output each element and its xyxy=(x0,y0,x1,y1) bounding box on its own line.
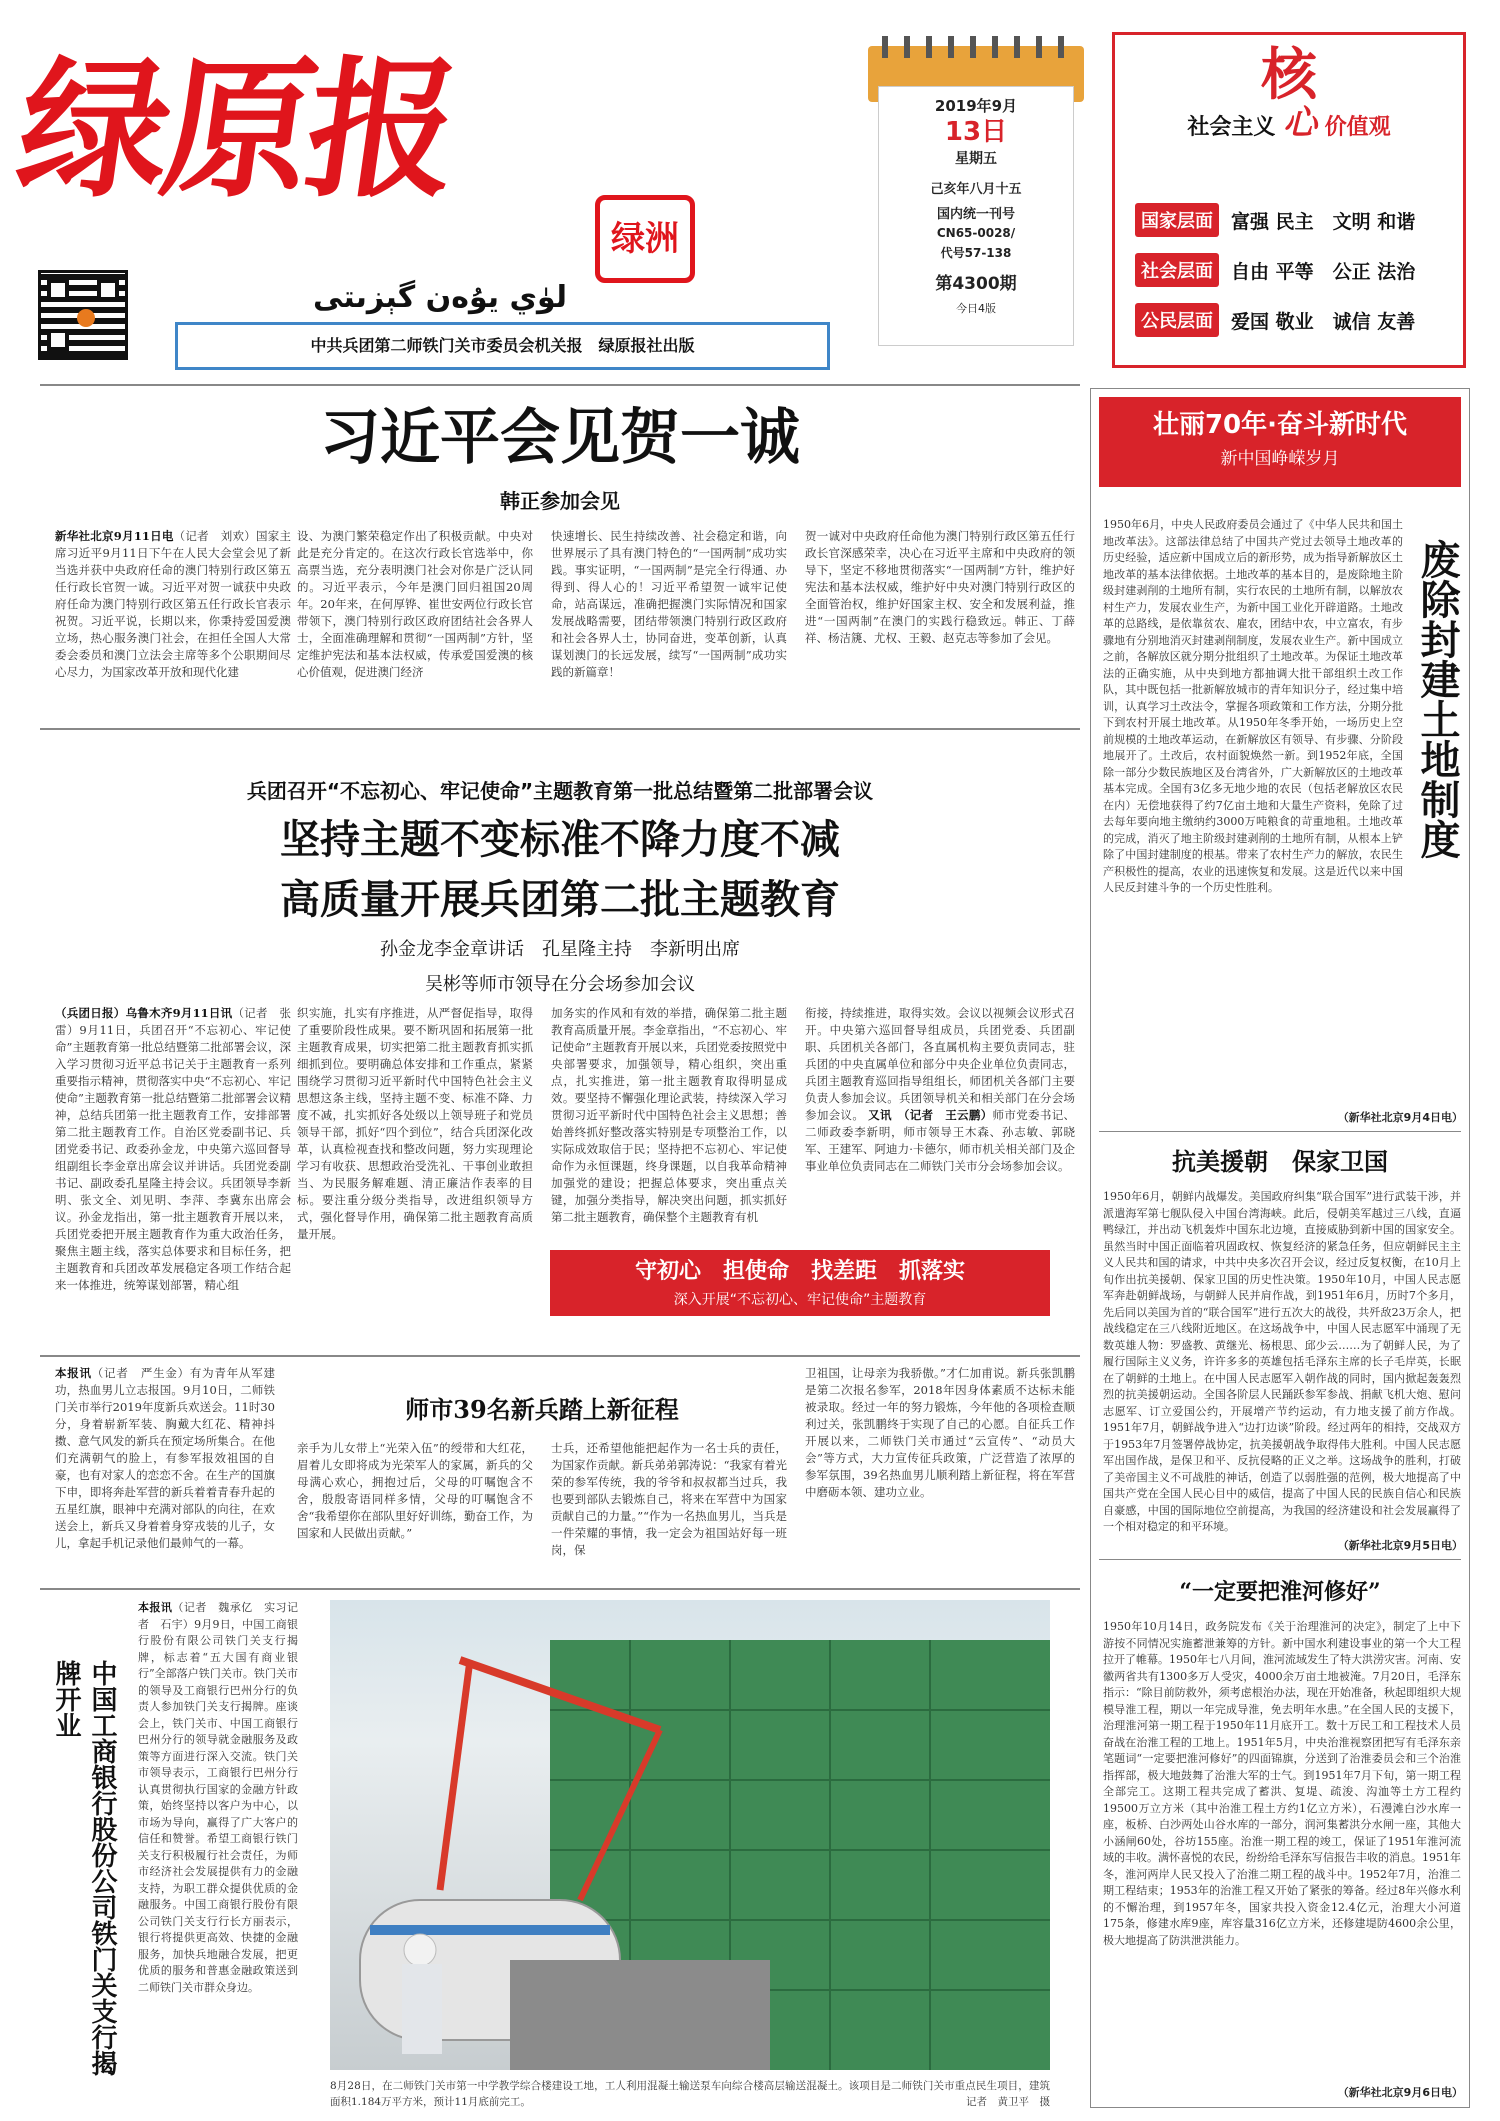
divider xyxy=(40,1588,1080,1590)
body-text: 衔接，持续推进，取得实效。会议以视频会议形式召开。中央第六巡回督导组成员，兵团党委、兵团副职、兵团机关各部门，各直属机构主要负责同志，驻兵团的中央直属单位和部分中央企业单位负责同志，兵团主题教育巡回指导组组长，师团机关各部门主要负责人参加会议。兵团领导机关和相关部门在分会场参加会议。 xyxy=(805,1006,1075,1122)
qr-code xyxy=(38,270,128,360)
issn-label: 国内统一刊号 xyxy=(936,207,1015,222)
body-text: 1950年10月14日，政务院发布《关于治理淮河的决定》，制定了上中下游按不同情况实施蓄泄兼筹的方针。新中国水利建设事业的第一个大工程拉开了帷幕。1950年七八月间，淮河流域发生了特大洪涝灾害。河南、安徽两省共有1300多万人受灾，4000余万亩土地被淹。7月20日，毛泽东指示：“除目前防救外，须考虑根治办法，现在开始准备，秋起即组织大规模导淮工程，期以一年完成导淮，免去明年水患。”在全国人民的支援下，治理淮河第一期工程于1950年11月底开工。数十万民工和工程技术人员奋战在治淮工程的工地上。1951年5月，中央治淮视察团把写有毛泽东亲笔题词“一定要把淮河修好”的四面锦旗，分送到了治淮委员会和三个治淮指挥部，极大地鼓舞了治淮大军的士气。到1951年7月下旬，第一期工程全部完工。这期工程共完成了蓄洪、复堤、疏浚、沟洫等土方工程约19500万立方米（其中治淮工程土方约1亿立方米），石漫滩白沙水库一座，板桥、白沙两处山谷水库的一部分，润河集蓄洪分水闸一座，其他大小涵闸60处，谷坊155座。治淮一期工程的竣工，保证了1951年淮河流域的丰收。满怀喜悦的农民，纷纷给毛泽东写信报告丰收的消息。1951年冬，淮河两岸人民又投入了治淮二期工程的战斗中。1952年7月，治淮二期工程结束；1953年的治淮工程又开始了紧张的筹备。经过8年兴修水利的不懈治理，到1957年冬，国家共投入资金12.4亿元，治理大小河道175条，修建水库9座，库容量316亿立方米，还修建堤防4600余公里，极大地提高了防洪泄洪能力。 xyxy=(1103,1620,1461,1947)
lead-col-1 xyxy=(55,528,291,703)
byline: （记者 刘欢） xyxy=(173,529,256,543)
article2-title-2: 高质量开展兵团第二批主题教育 xyxy=(280,876,840,923)
byline: 又讯 （记者 王云鹏） xyxy=(868,1108,993,1122)
uyghur-name: لۈي يۇەن گېزىتى xyxy=(312,280,568,315)
newspaper-logo: 绿原报 xyxy=(7,42,465,218)
divider xyxy=(1099,1131,1461,1132)
body-text: 贺一诚对中央政府任命他为澳门特别行政区第五任行政长官深感荣幸，决心在习近平主席和中央政府的领导下，坚定不移地贯彻落实“一国两制”方针，维护好宪法和基本法权威，维护好中央对澳门特别行政区的全面管治权，维护好国家主权、安全和发展利益，推进“一国两制”在澳门的实践行稳致远。韩正、丁薛祥、杨洁篪、尤权、王毅、赵克志等参加了会见。 xyxy=(805,529,1075,645)
body-text: 卫祖国，让母亲为我骄傲。”才仁加甫说。新兵张凯鹏是第二次报名参军，2018年因身体素质不达标未能被录取。经过一年的努力锻炼，今年他的各项检查顺利过关，张凯鹏终于实现了自己的心愿。自征兵工作开展以来，二师铁门关市通过“云宣传”、“动员大会”等方式，大力宣传征兵政策，广泛营造了浓厚的参军氛围，39名热血男儿顺利踏上新征程，将在军营中磨砺本领、建功立业。 xyxy=(805,1366,1075,1499)
values-rows xyxy=(1135,195,1451,345)
bank-body xyxy=(138,1600,298,2090)
core-values-heading xyxy=(1115,42,1463,165)
divider xyxy=(40,728,1080,730)
body-text: 设、为澳门繁荣稳定作出了积极贡献。中央对此是充分肯定的。在这次行政长官选举中，你高票当选，充分表明澳门社会对你是广泛认同的。习近平表示，今年是澳门回归祖国20周年。20年来，在何厚铧、崔世安两位行政长官带领下，澳门特别行政区政府团结社会各界人士，全面准确理解和贯彻“一国两制”方针，坚定维护宪法和基本法权威，传承爱国爱澳的核心价值观，促进澳门经济 xyxy=(297,529,533,679)
photo-illustration xyxy=(330,1600,1050,2070)
side-article1-title: 废除封建土地制度 xyxy=(1414,539,1461,859)
body-text: 9月9日，中国工商银行股份有限公司铁门关支行揭牌，标志着“五大国有商业银行”全部落户铁门关市。铁门关市的领导及工商银行巴州分行的负责人参加铁门关支行揭牌。座谈会上，铁门关市、中国工商银行巴州分行的领导就金融服务及政策等方面进行深入交流。铁门关市领导表示，工商银行巴州分行认真贯彻执行国家的金融方针政策，始终坚持以客户为中心，以市场为导向，赢得了广大客户的信任和赞誉。希望工商银行铁门关支行积极履行社会责任，为师市经济社会发展提供有力的金融支持，为职工群众提供优质的金融服务。中国工商银行股份有限公司铁门关支行行长方丽表示，银行将提供更高效、快捷的金融服务，加快兵地融合发展，把更优质的服务和普惠金融政策送到二师铁门关市群众身边。 xyxy=(138,1617,298,1994)
calendar-rings xyxy=(882,36,1072,58)
divider xyxy=(1099,1559,1461,1560)
article2-col-4 xyxy=(805,1005,1075,1245)
body-text: 加务实的作风和有效的举措，确保第二批主题教育高质量开展。李金章指出，“不忘初心、牢记使命”主题教育开展以来，兵团党委按照党中央部署要求，加强领导，精心组织，突出重点，扎实推进，第一批主题教育取得明显成效。要坚持不懈强化理论武装，持续深入学习贯彻习近平新时代中国特色社会主义思想；善始善终抓好整改落实特别是专项整治工作，以实际成效取信于民；坚持把不忘初心、牢记使命作为永恒课题，终身课题，以自我革命精神加强党的建设；把握总体要求，突出重点关键，加强分类指导，解决突出问题，抓实抓好第二批主题教育，确保整个主题教育有机 xyxy=(551,1006,787,1224)
lead-col-2 xyxy=(297,528,533,703)
level-badge: 社会层面 xyxy=(1135,253,1219,287)
article2-col-3 xyxy=(551,1005,787,1245)
photo-credit: 记者 黄卫平 摄 xyxy=(966,2096,1050,2108)
postal-code: 代号57-138 xyxy=(940,246,1012,260)
lead-title: 习近平会见贺一诚 xyxy=(320,403,800,473)
side-column xyxy=(1090,388,1470,2108)
values-row xyxy=(1135,195,1451,245)
side-banner xyxy=(1099,397,1461,487)
recruit-col-2 xyxy=(297,1440,533,1575)
core-values-box xyxy=(1112,32,1466,368)
article2-sub-2: 吴彬等师市领导在分会场参加会议 xyxy=(425,974,695,995)
article2-col-2 xyxy=(297,1005,533,1315)
date-calendar xyxy=(868,36,1088,346)
divider xyxy=(40,1355,1080,1357)
banner-subtitle: 新中国峥嵘岁月 xyxy=(1220,449,1340,469)
dateline: （兵团日报）乌鲁木齐9月11日讯 xyxy=(55,1006,233,1020)
recruit-col-4 xyxy=(805,1365,1075,1575)
promo-subtitle: 深入开展“不忘初心、牢记使命”主题教育 xyxy=(673,1292,927,1308)
values-row xyxy=(1135,295,1451,345)
seal-stamp xyxy=(595,195,695,283)
body-text: 师市党委书记、二师政委李新明，师市领导王木森、孙志敏、郭晓军、王建军、阿迪力·卡德尔，师市机关相关部门及企事业单位负责同志在二师铁门关市分会场参加会议。 xyxy=(805,1108,1075,1173)
body-text: 亲手为儿女带上“光荣入伍”的绶带和大红花，眉着儿女即将成为光荣军人的家属，新兵的父母满心欢心，拥抱过后，父母的叮嘱饱含不舍，殷殷寄语同样多情，父母的叮嘱饱含不舍“我希望你在部队里好好训练，勤奋工作，为国家和人民做出贡献。” xyxy=(297,1441,533,1540)
banner-title: 壮丽70年·奋斗新时代 xyxy=(1152,410,1408,440)
body-text: 1950年6月，中央人民政府委员会通过了《中华人民共和国土地改革法》。这部法律总结了中国共产党过去领导土地改革的历史经验，适应新中国成立后的新形势，成为指导新解放区土地改革的基本法律依据。土地改革的基本目的，是废除地主阶级封建剥削的土地所有制，实行农民的土地所有制，以解放农村生产力，发展农业生产，为新中国工业化开辟道路。土地改革的总路线，是依靠贫农、雇农，团结中农，中立富农，有步骤地有分别地消灭封建剥削制度，发展农业生产。新中国成立之前，各解放区就分期分批组织了土地改革。为保证土地改革法的正确实施，从中央到地方都抽调大批干部组织土改工作队，其中既包括一批新解放城市的青年知识分子，经过集中培训，认真学习土改法令，掌握各项政策和工作方法，分期分批下到农村开展土地改革。从1950年冬季开始，一场历史上空前规模的土地改革运动，在新解放区有领导、有步骤、分阶段地展开了。土改后，农村面貌焕然一新。到1952年底，全国除一部分少数民族地区及台湾省外，广大新解放区的土地改革基本完成。全国有3亿多无地少地的农民（包括老解放区农民在内）无偿地获得了约7亿亩土地和大量生产资料，免除了过去每年要向地主缴纳约3000万吨粮食的苛重地租。土地改革的完成，消灭了地主阶级封建剥削的土地所有制，从根本上铲除了中国封建制度的根基。带来了农村生产力的解放，农民生产积极性的提高，农业的迅速恢复和发展。这是近代以来中国人民反封建斗争的一个历史性胜利。 xyxy=(1103,518,1403,894)
heading-heart: 心 xyxy=(1283,103,1317,143)
byline: （记者 张雷） xyxy=(55,1006,291,1037)
values-text: 爱国 敬业 诚信 友善 xyxy=(1231,310,1416,333)
seal-text: 绿洲 xyxy=(611,219,679,259)
promo-title: 守初心 担使命 找差距 抓落实 xyxy=(634,1259,965,1284)
dateline: 新华社北京9月11日电 xyxy=(55,529,174,543)
side-article3-body xyxy=(1103,1619,1461,2079)
side-article3-source: （新华社北京9月6日电） xyxy=(1337,2086,1463,2099)
calendar-body xyxy=(878,86,1074,346)
body-text: 快速增长、民生持续改善、社会稳定和谐，向世界展示了具有澳门特色的“一国两制”成功实践。事实证明，“一国两制”是完全行得通、办得到、得人心的！习近平希望贺一诚牢记使命，站高谋远，准确把握澳门实际情况和国家发展战略需要，团结带领澳门特别行政区政府和社会各界人士，协同奋进，变革创新，认真谋划澳门的长远发展，续写“一国两制”成功实践的新篇章！ xyxy=(551,529,787,679)
article2-sub-1: 孙金龙李金章讲话 孔星隆主持 李新明出席 xyxy=(380,939,740,960)
byline: （记者 严生金） xyxy=(91,1366,190,1380)
promo-banner xyxy=(550,1250,1050,1316)
body-text: 士兵，还希望他能把起作为一名士兵的责任，为国家作贡献。新兵弟弟郭涛说：“我家有着光荣的参军传统，我的爷爷和叔叔都当过兵，我也要到部队去锻炼自己，将来在军营中为国家贡献自己的力量。”“作为一名热血男儿，当兵是一件荣耀的事情，我一定会为祖国站好每一班岗，保 xyxy=(551,1441,787,1557)
side-article2-heading xyxy=(1099,1054,1461,1090)
publisher-box xyxy=(175,322,830,370)
level-badge: 国家层面 xyxy=(1135,203,1219,237)
masthead xyxy=(7,20,820,380)
body-text: 9月11日，兵团召开“不忘初心、牢记使命”主题教育第一批总结暨第二批部署会议，深入学习贯彻习近平总书记关于主题教育一系列重要指示精神，贯彻落实中央“不忘初心、牢记使命”主题教育第一批总结暨第二批部署会议精神，总结兵团第一批主题教育工作，安排部署第二批主题教育工作。自治区党委副书记、兵团党委书记、政委孙金龙，中央第六巡回督导组副组长李金章出席会议并讲话。兵团党委副书记、副政委孔星隆主持会议。兵团领导李新明、张文全、刘见明、李萍、李冀东出席会议。孙金龙指出，第一批主题教育开展以来，兵团党委把开展主题教育作为重大政治任务，聚焦主题主线，落实总体要求和目标任务，把主题教育和兵团改革发展稳定各项工作结合起来一体推进，统筹谋划部署，精心组 xyxy=(55,1023,291,1292)
lunar-date: 己亥年八月十五 xyxy=(930,182,1022,197)
bank-title: 中国工商银行股份公司铁门关支行揭牌开业 xyxy=(51,1660,117,2076)
dateline: 本报讯 xyxy=(138,1601,173,1614)
byline: （记者 魏承亿 实习记者 石宇） xyxy=(138,1601,298,1631)
article2-col-1 xyxy=(55,1005,291,1315)
values-row xyxy=(1135,245,1451,295)
divider xyxy=(40,384,1080,386)
issue-number: 第4300期 xyxy=(935,274,1017,294)
caption-text: 8月28日，在二师铁门关市第一中学教学综合楼建设工地，工人利用混凝土输送泵车向综合楼高层输送混凝土。该项目是二师铁门关市重点民生项目，建筑面积1.184万平方米，预计11月底前完工。 xyxy=(330,2080,1050,2108)
year-month: 2019年9月 xyxy=(934,97,1018,115)
values-text: 富强 民主 文明 和谐 xyxy=(1231,210,1416,233)
side-article1-source: （新华社北京9月4日电） xyxy=(1337,1111,1463,1124)
side-article3-title: “一定要把淮河修好” xyxy=(1179,1579,1381,1605)
level-badge: 公民层面 xyxy=(1135,303,1219,337)
body-text: 有为青年从军建功，热血男儿立志报国。9月10日，二师铁门关市举行2019年度新兵欢送会。11时30分，身着崭新军装、胸戴大红花、精神抖擞、意气风发的新兵在预定场所集合。在他们充满朝气的脸上，有参军报效祖国的自豪，也有对家人的恋恋不舍。在生产的国旗下申，即将奔赴军营的新兵着着青春升起的五星红旗，眼神中充满对部队的向往，在欢送会上，新兵又身着着身穿戎装的儿子，女儿，拿起手机记录他们最帅气的一幕。 xyxy=(55,1366,275,1550)
recruit-title: 师市39名新兵踏上新征程 xyxy=(405,1395,679,1424)
dateline: 本报讯 xyxy=(55,1366,92,1380)
body-text: 织实施，扎实有序推进，从严督促指导，取得了重要阶段性成果。要不断巩固和拓展第一批主题教育成果，切实把第二批主题教育抓实抓细抓到位。要明确总体安排和工作重点，紧紧围绕学习贯彻习近平新时代中国特色社会主义思想这条主线，坚持主题不变、标准不降、力度不减，扎实抓好各处级以上领导班子和党员领导干部，抓好“四个到位”，结合兵团深化改革，认真检视查找和整改问题，努力实现理论学习有收获、思想政治受洗礼、干事创业敢担当、为民服务解难题、清正廉洁作表率的目标。要注重分级分类指导，改进组织领导方式，强化督导作用，确保第二批主题教育高质量开展。 xyxy=(297,1006,533,1241)
photo-caption xyxy=(330,2078,1050,2112)
side-article2-source: （新华社北京9月5日电） xyxy=(1103,1537,1463,1553)
heading-right: 价值观 xyxy=(1324,115,1391,140)
lead-col-4 xyxy=(805,528,1075,703)
side-article1-body xyxy=(1103,517,1403,1107)
day: 13日 xyxy=(944,117,1008,147)
heading-center-char: 核 xyxy=(1261,42,1317,108)
page-count: 今日4版 xyxy=(956,302,996,315)
body-text: 国家主席习近平9月11日下午在人民大会堂会见了新当选并获中央政府任命的澳门特别行政区第五任行政长官贺一诚。习近平对贺一诚获中央政府任命为澳门特别行政区第五任行政长官表示祝贺。习近平说，长期以来，你秉持爱国爱澳立场，热心服务澳门社会，在担任全国人大常委会委员和澳门立法会主席等多个公职期间尽心尽力，为国家改革开放和现代化建 xyxy=(55,529,291,679)
side-article2-title-visible: 抗美援朝 保家卫国 xyxy=(1172,1147,1388,1176)
recruit-col-3 xyxy=(551,1440,787,1575)
lead-col-3 xyxy=(551,528,787,703)
construction-photo xyxy=(330,1600,1050,2070)
weekday: 星期五 xyxy=(955,151,997,167)
article2-kicker: 兵团召开“不忘初心、牢记使命”主题教育第一批总结暨第二批部署会议 xyxy=(246,779,874,803)
lead-subtitle: 韩正参加会见 xyxy=(500,489,620,513)
recruit-col-1 xyxy=(55,1365,275,1575)
values-text: 自由 平等 公正 法治 xyxy=(1231,260,1416,283)
article2-title-1: 坚持主题不变标准不降力度不减 xyxy=(280,816,840,863)
issn: CN65-0028/ xyxy=(936,226,1016,240)
publisher-text: 中共兵团第二师铁门关市委员会机关报 绿原报社出版 xyxy=(310,336,695,355)
heading-left: 社会主义 xyxy=(1187,115,1276,140)
body-text: 1950年6月，朝鲜内战爆发。美国政府纠集“联合国军”进行武装干涉，并派遣海军第七舰队侵入中国台湾海峡。此后，侵朝美军越过三八线，直逼鸭绿江，并出动飞机轰炸中国东北边境，直接威胁到新中国的国家安全。虽然当时中国正面临着巩固政权、恢复经济的紧急任务，但应朝鲜民主主义人民共和国的请求，中共中央多次召开会议，经过反复权衡，在10月上旬作出抗美援朝、保家卫国的历史性决策。1950年10月，中国人民志愿军奔赴朝鲜战场，与朝鲜人民并肩作战，到1951年6月，历时7个多月，先后同以美国为首的“联合国军”进行五次大的战役，共歼敌23万余人，把战线稳定在三八线附近地区。在这场战争中，中国人民志愿军中涌现了无数英雄人物：罗盛教、黄继光、杨根思、邱少云……为了朝鲜人民，为了履行国际主义义务，许许多多的英雄包括毛泽东主席的长子毛岸英，长眠在了朝鲜的土地上。在中国人民志愿军入朝作战的同时，国内掀起轰轰烈烈的抗美援朝运动。全国各阶层人民踊跃参军参战、捐献飞机大炮、慰问志愿军、订立爱国公约，开展增产节约运动，有力地支援了前方作战。1951年7月，朝鲜战争进入“边打边谈”阶段。经过两年的相持，交战双方于1953年7月签署停战协定，抗美援朝战争取得伟大胜利。中国人民志愿军出国作战，是保卫和平、反抗侵略的正义之举。这场战争的胜利，打破了美帝国主义不可战胜的神话，创造了以弱胜强的范例，极大地提高了中国共产党在全国人民心目中的威信，提高了中国人民的民族自信心和民族自豪感，中国的国际地位空前提高，为我国的经济建设和社会发展赢得了一个相对稳定的和平环境。 xyxy=(1103,1190,1461,1533)
